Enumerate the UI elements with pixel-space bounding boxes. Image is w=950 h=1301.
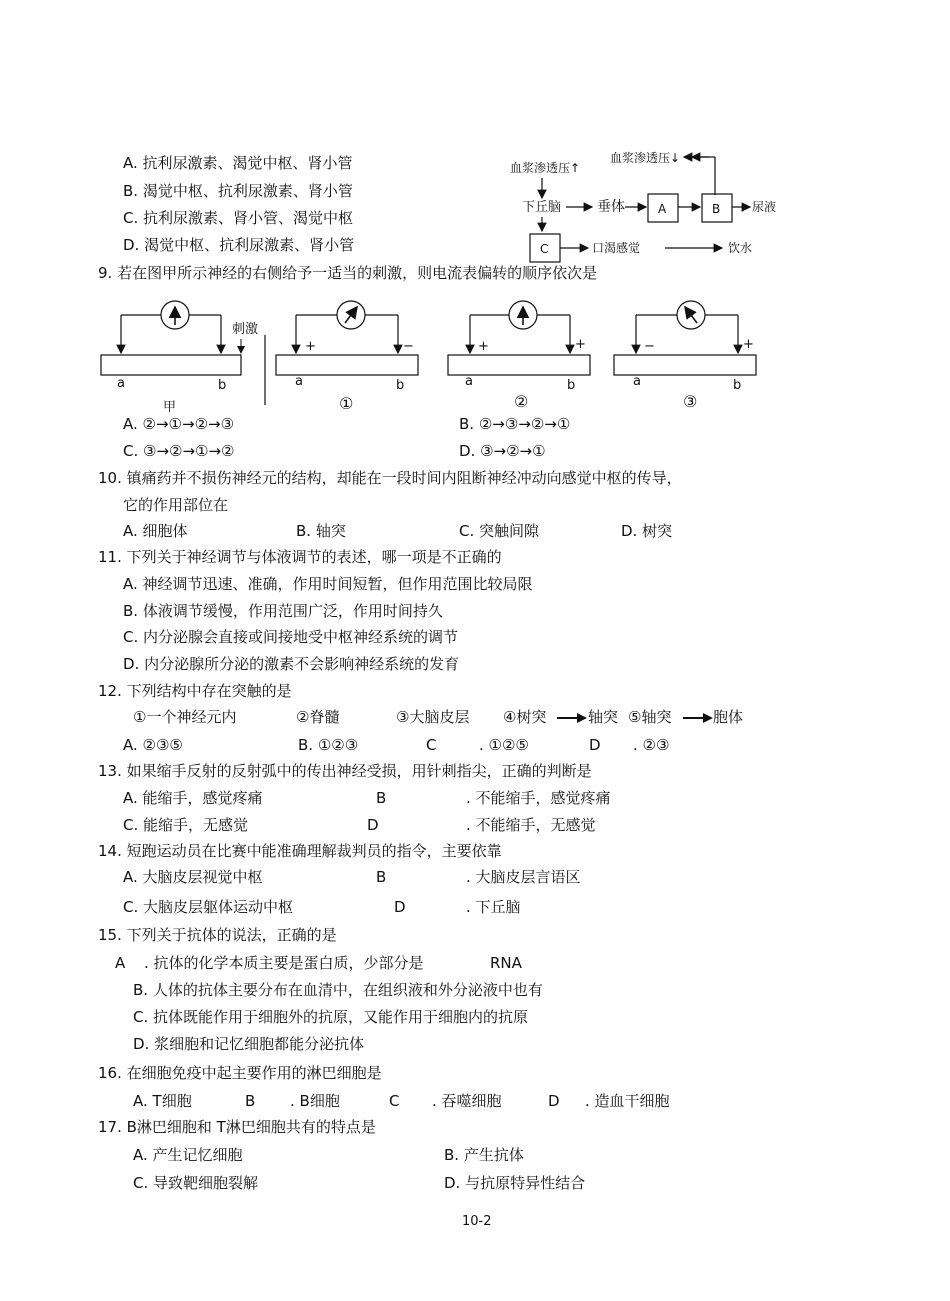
q14-option-b-text: . 大脑皮层言语区 [466,868,581,886]
q17-option-a: A. 产生记忆细胞 [133,1146,243,1164]
q16-stem: 16. 在细胞免疫中起主要作用的淋巴细胞是 [98,1064,382,1082]
box-b-label: B [712,202,721,216]
q14-option-b-letter: B [376,868,387,886]
q17-option-b: B. 产生抗体 [444,1146,524,1164]
q12-option-d-letter: D [589,736,601,754]
fig1-point-a: a [295,374,303,389]
q8-option-b: B. 渴觉中枢、抗利尿激素、肾小管 [123,182,353,200]
q8-option-d: D. 渴觉中枢、抗利尿激素、肾小管 [123,236,355,254]
q15-stem: 15. 下列关于抗体的说法，正确的是 [98,926,337,944]
drink-label: 饮水 [728,241,753,255]
figure-1 [276,301,418,413]
q16-option-b-text: . B细胞 [290,1092,340,1110]
q10-option-a: A. 细胞体 [123,522,188,540]
q10-option-c: C. 突触间隙 [459,522,540,540]
fig2-plus-right: + [575,337,586,352]
q14-stem: 14. 短跑运动员在比赛中能准确理解裁判员的指令，主要依靠 [98,842,502,860]
q13-option-c: C. 能缩手，无感觉 [123,816,249,834]
q11-option-c: C. 内分泌腺会直接或间接地受中枢神经系统的调节 [123,628,459,646]
fig2-plus-left: + [478,339,489,354]
q12-option-b: B. ①②③ [298,736,359,754]
q11-option-b: B. 体液调节缓慢，作用范围广泛，作用时间持久 [123,602,443,620]
fig2-point-a: a [465,374,473,389]
q12-item-4: ④树突 [503,708,547,726]
jia-point-b: b [218,378,227,393]
q17-option-d: D. 与抗原特异性结合 [444,1174,586,1192]
q17-option-c: C. 导致靶细胞裂解 [133,1174,259,1192]
hypothalamus-label: 下丘脑 [522,200,562,215]
fig3-point-b: b [733,378,742,393]
q12-item-5: ⑤轴突 [628,708,672,726]
q12-item-5-end: 胞体 [713,708,744,726]
thirst-label: 口渴感觉 [592,241,641,255]
q14-option-c: C. 大脑皮层躯体运动中枢 [123,898,294,916]
q11-stem: 11. 下列关于神经调节与体液调节的表述，哪一项是不正确的 [98,548,502,566]
q14-option-d-text: . 下丘脑 [466,898,521,916]
pituitary-label: 垂体 [597,199,625,215]
q13-option-d-letter: D [367,816,379,834]
q15-option-a-letter: A [115,954,126,972]
figure-jia [101,301,258,415]
q9-option-d: D. ③→②→① [459,442,546,460]
q12-item-1: ①一个神经元内 [133,708,237,726]
q13-stem: 13. 如果缩手反射的反射弧中的传出神经受损，用针刺指尖，正确的判断是 [98,762,592,780]
urine-label: 尿液 [752,200,777,214]
jia-point-a: a [117,376,125,391]
figure-3 [614,301,756,411]
galvanometer-figures [95,295,765,415]
caption-1: ① [339,394,354,413]
q15-option-a-rna: RNA [490,954,522,972]
q16-option-c-text: . 吞噬细胞 [432,1092,502,1110]
fig1-plus: + [305,339,316,354]
q8-option-a: A. 抗利尿激素、渴觉中枢、肾小管 [123,154,353,172]
fig2-point-b: b [567,378,576,393]
fig3-plus: + [743,337,754,352]
q15-option-b: B. 人体的抗体主要分布在血清中，在组织液和外分泌液中也有 [133,981,543,999]
q9-option-c: C. ③→②→①→② [123,442,235,460]
q10-stem-line2: 它的作用部位在 [123,496,229,514]
q14-option-d-letter: D [394,898,406,916]
fig1-minus: − [403,339,414,354]
q15-option-a-text: . 抗体的化学本质主要是蛋白质，少部分是 [144,954,424,972]
q12-item-2: ②脊髓 [296,708,340,726]
q15-option-c: C. 抗体既能作用于细胞外的抗原，又能作用于细胞内的抗原 [133,1008,529,1026]
stimulus-label: 刺激 [232,322,259,337]
q11-option-d: D. 内分泌腺所分泌的激素不会影响神经系统的发育 [123,655,460,673]
plasma-down-label: 血浆渗透压↓ [610,151,681,165]
q9-option-a: A. ②→①→②→③ [123,415,235,433]
q13-option-a: A. 能缩手，感觉疼痛 [123,789,263,807]
q17-stem: 17. B淋巴细胞和 T淋巴细胞共有的特点是 [98,1118,376,1136]
q12-item-3: ③大脑皮层 [396,708,470,726]
fig3-minus: − [644,339,655,354]
q16-option-a: A. T细胞 [133,1092,192,1110]
q12-item-4-end: 轴突 [588,708,619,726]
q15-option-d: D. 浆细胞和记忆细胞都能分泌抗体 [133,1035,365,1053]
fig1-point-b: b [396,378,405,393]
axon-to-soma-arrow [681,712,715,724]
q8-option-c: C. 抗利尿激素、肾小管、渴觉中枢 [123,209,354,227]
q16-option-c-letter: C [389,1092,400,1110]
q12-option-d-text: . ②③ [633,736,670,754]
q11-option-a: A. 神经调节迅速、准确，作用时间短暂，但作用范围比较局限 [123,575,533,593]
q14-option-a: A. 大脑皮层视觉中枢 [123,868,263,886]
plasma-up-label: 血浆渗透压↑ [510,161,581,175]
q16-option-d-text: . 造血干细胞 [585,1092,670,1110]
caption-3: ③ [683,392,698,411]
q12-option-a: A. ②③⑤ [123,736,183,754]
q9-stem: 9. 若在图甲所示神经的右侧给予一适当的刺激，则电流表偏转的顺序依次是 [98,264,598,282]
caption-2: ② [514,392,529,411]
caption-jia: 甲 [163,400,177,415]
q13-option-d-text: . 不能缩手，无感觉 [466,816,596,834]
fig3-point-a: a [633,374,641,389]
figure-2 [448,301,590,411]
q13-option-b-text: . 不能缩手，感觉疼痛 [466,789,611,807]
q16-option-b-letter: B [245,1092,256,1110]
q13-option-b-letter: B [376,789,387,807]
q10-stem-line1: 10. 镇痛药并不损伤神经元的结构，却能在一段时间内阻断神经冲动向感觉中枢的传导， [98,469,682,487]
box-a-label: A [658,202,667,216]
dendrite-to-axon-arrow [555,712,589,724]
q16-option-d-letter: D [548,1092,560,1110]
q9-option-b: B. ②→③→②→① [459,415,571,433]
q10-option-b: B. 轴突 [296,522,346,540]
box-c-label: C [540,242,549,256]
q12-option-c-text: . ①②⑤ [479,736,529,754]
q12-option-c-letter: C [426,736,437,754]
q10-option-d: D. 树突 [621,522,673,540]
water-balance-diagram [500,145,800,265]
page-number: 10-2 [462,1214,492,1229]
q12-stem: 12. 下列结构中存在突触的是 [98,682,292,700]
